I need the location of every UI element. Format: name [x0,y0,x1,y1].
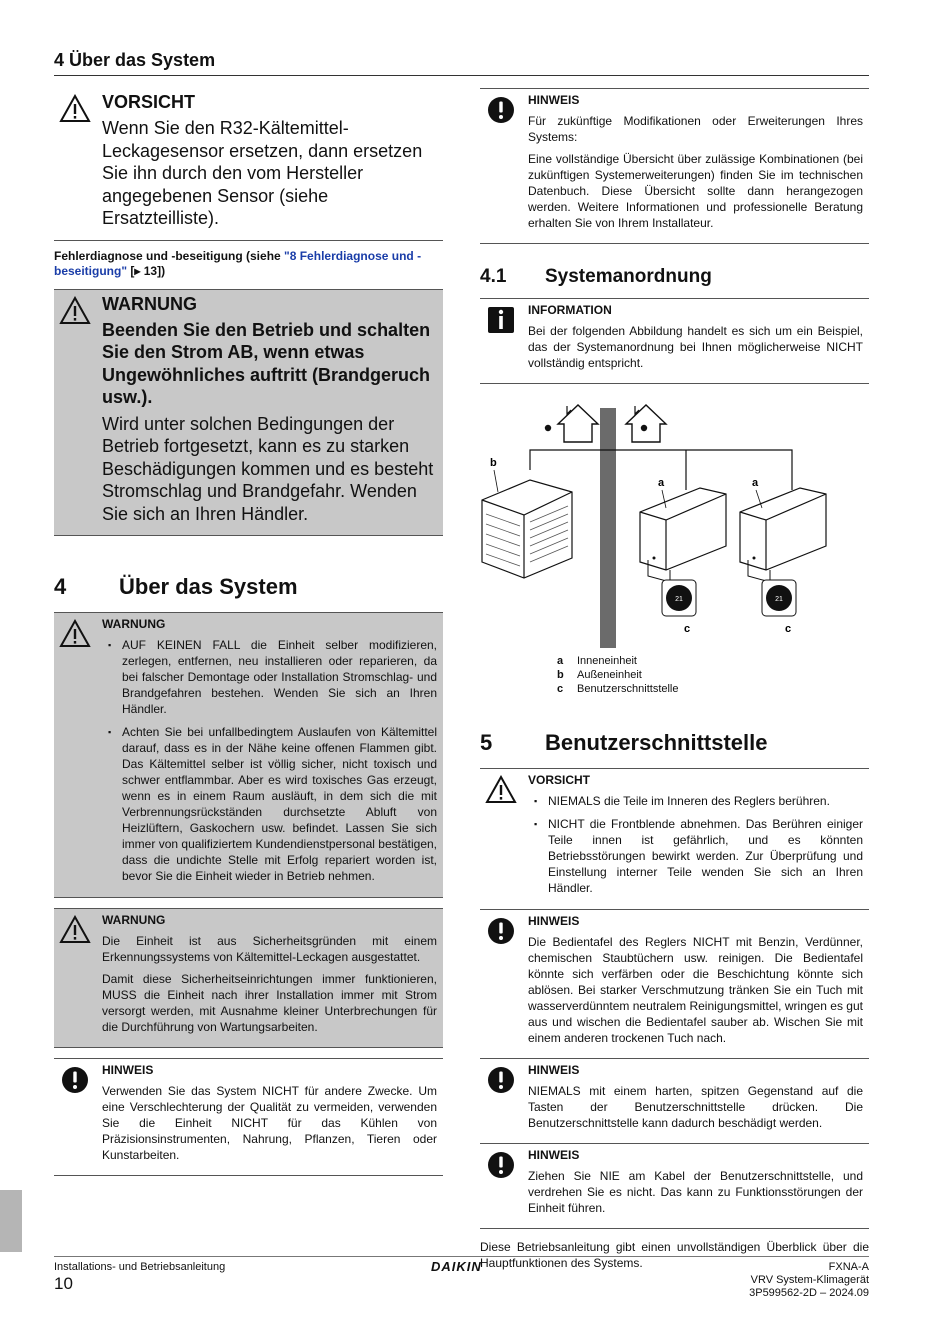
warning-box-stop [54,289,443,537]
section-title: Systemanordnung [545,266,712,287]
notice-box-cleaning [480,910,869,1059]
list-item: ▪ Achten Sie bei unfallbedingtem Auslaufen von Kältemittel darauf, dass es in der Nähe keine offenen Flammen gibt. Das Kältemittel selber ist völlig sicher, nicht toxisch und schwer entflammbar. Aber es wird toxisches Gas erzeugt, wenn es in einem Raum ausläuft, in dem sich die mit Verbrennungsrückständen durchsetzte Abluft von Heizlüftern, Gaskochern usw. befindet. Lassen Sie sich immer von qualifiziertem Kundendienstpersonal bestätigen, dass die undichte Stelle mit Erfolg repariert worden ist, bevor Sie die Einheit wieder in Betrieb nehmen. [102,724,437,884]
figure-label-b: b [490,457,497,469]
notice-text: NIEMALS mit einem harten, spitzen Gegenstand auf die Tasten der Benutzerschnittstelle drücken. Die Benutzerschnittstelle kann dadurch beschädigt werden. [528,1084,863,1130]
caution-list [528,793,863,896]
caution-title: VORSICHT [102,92,196,112]
user-interface-controller [762,580,796,616]
warning-title: WARNUNG [102,617,166,631]
warning-title: WARNUNG [102,913,166,927]
exclamation-circle-icon [485,1065,517,1095]
notice-box-cable [480,1144,869,1229]
indoor-unit [640,488,726,582]
exclamation-circle-icon [59,1065,91,1095]
exclamation-circle-icon [485,1150,517,1180]
daikin-logo: DAIKIN [431,1259,482,1274]
fault-reference [54,249,443,279]
caution-text: Wenn Sie den R32-Kältemittel-Leckagesensor ersetzen, dann ersetzen Sie ihn durch den vom Hersteller angegebenen Sensor (siehe Ersatzteilliste). [102,118,423,228]
warning-bold-text: Beenden Sie den Betrieb und schalten Sie den Strom AB, wenn etwas Ungewöhnliches auftritt (Brandgeruch usw.). [102,319,431,407]
caution-box-controller [480,768,869,910]
footer-right [749,1261,869,1300]
warning-box-leak-detection [54,908,443,1048]
notice-box-usage [54,1058,443,1176]
notice-text: Ziehen Sie NIE am Kabel der Benutzerschnittstelle, und verdrehen Sie es nicht. Das kann zu Funktionsstörungen der Einheit führen. [528,1169,863,1215]
legend-text: Außeneinheit [577,669,642,681]
warning-title: WARNUNG [102,293,197,314]
information-icon [485,305,517,335]
warning-triangle-icon [59,94,91,124]
information-text: Bei der folgenden Abbildung handelt es sich um ein Beispiel, das der Systemanordnung bei Ihnen möglicherweise NICHT vollständig entspricht. [528,324,863,370]
notice-box-buttons [480,1059,869,1144]
left-column [54,88,443,1176]
figure-legend [557,654,869,696]
system-layout-figure [480,390,869,650]
notice-paragraph: Eine vollständige Übersicht über zulässige Kombinationen (bei zukünftigen Systemerweiterungen) finden Sie im technischen Datenbuch. Diese Übersicht sollte dann herangezogen werden. Weitere Informationen und professionelle Beratung erhalten Sie von Ihrem Installateur. [528,152,863,230]
notice-text: Verwenden Sie das System NICHT für andere Zwecke. Um eine Verschlechterung der Qualität zu vermeiden, verwenden Sie die Einheit NICHT für das Kühlen von Präzisionsinstrumenten, Nahrung, Pflanzen, Tieren oder Kunstarbeiten. [102,1084,437,1162]
information-box [480,298,869,384]
user-interface-controller [662,580,696,616]
notice-title: HINWEIS [528,93,580,107]
notice-title: HINWEIS [528,914,580,928]
notice-title: HINWEIS [528,1063,580,1077]
section-heading-5 [480,730,869,756]
legend-key: c [557,683,564,695]
footer-code: 3P599562-2D – 2024.09 [749,1287,869,1299]
warning-triangle-icon [59,296,91,326]
house-icon [545,405,598,442]
figure-label-a: a [752,477,759,489]
leader-line [494,470,498,492]
warning-text: Wird unter solchen Bedingungen der Betrieb fortgesetzt, kann es zu starken Beschädigungen kommen und es besteht Stromschlag und Brandgefahr. Wenden Sie sich an Ihren Händler. [102,413,434,524]
fault-ref-prefix: Fehlerdiagnose und -beseitigung (siehe [54,248,285,263]
notice-title: HINWEIS [528,1148,580,1162]
footer-left [54,1261,226,1293]
closing-paragraph: Diese Betriebsanleitung gibt einen unvollständigen Überblick über die Hauptfunktionen des Systems. [480,1240,869,1270]
wall [600,408,616,648]
section-title: Benutzerschnittstelle [545,730,768,755]
warning-paragraph: Damit diese Sicherheitseinrichtungen immer funktionieren, MUSS die Einheit nach ihrer Installation immer mit Strom versorgt werden, mit Ausnahme kleiner Unterbrechungen für die Durchführung von Wartungsarbeiten. [102,972,437,1034]
footer-product: VRV System-Klimagerät [750,1274,869,1286]
legend-text: Benutzerschnittstelle [577,683,679,695]
fault-ref-link[interactable]: "8 Fehlerdiagnose und -beseitigung" [54,248,422,278]
caution-title: VORSICHT [528,773,591,787]
figure-label-a: a [658,477,665,489]
legend-text: Inneneinheit [577,655,637,667]
chapter-tab [0,1190,22,1252]
fault-ref-page: 13]) [140,263,166,278]
figure-label-c: c [785,623,792,635]
right-column [480,88,869,1271]
legend-key: a [557,655,564,667]
notice-paragraph: Für zukünftige Modifikationen oder Erweiterungen Ihres Systems: [528,114,863,144]
section-title: Über das System [119,574,298,599]
list-item: ▪ NICHT die Frontblende abnehmen. Das Berühren einiger Teile innen ist gefährlich, und es könnten Betriebsstörungen bewirkt werden. Zur Überprüfung und Einstellung interner Teile wenden Sie sich an Ihren Händler. [528,816,863,896]
page-arrow-icon: ▸ [134,263,141,278]
page-header-title: 4 Über das System [54,50,216,70]
fault-ref-suffix: [ [127,263,135,278]
warning-list [102,637,437,884]
warning-paragraph: Die Einheit ist aus Sicherheitsgründen mit einem Erkennungssystems von Kältemittel-Leckagen ausgestattet. [102,934,437,964]
footer-divider [54,1256,869,1257]
warning-triangle-icon [59,915,91,945]
footer-doc-type: Installations- und Betriebsanleitung [54,1261,226,1273]
notice-title: HINWEIS [102,1063,154,1077]
page-number: 10 [54,1274,73,1293]
page-header [54,50,869,76]
legend-item [557,668,869,682]
caution-box-sensor [54,88,443,241]
section-number: 4.1 [480,266,507,287]
legend-item [557,654,869,668]
warning-triangle-icon [485,775,517,805]
controller-display: 21 [675,596,683,603]
section-heading-4-1 [480,266,869,288]
footer-model: FXNA-A [828,1261,869,1273]
legend-item [557,682,869,696]
figure-label-c: c [684,623,691,635]
house-icon [626,405,666,442]
section-number: 4 [54,574,67,599]
notice-text: Die Bedientafel des Reglers NICHT mit Benzin, Verdünner, chemischen Staubtüchern usw. reinigen. Die Bedientafel könnte sich verfärben oder die Beschichtung könnte sich ablösen. Bei starker Verschmutzung tränken Sie ein Tuch mit wasserverdünntem neutralem Reinigungsmittel, wringen es gut aus und wischen die Bedientafel sauber ab. Wischen Sie mit einem anderen trockenen Tuch nach. [528,935,863,1045]
exclamation-circle-icon [485,95,517,125]
list-item: ▪ AUF KEINEN FALL die Einheit selber modifizieren, zerlegen, entfernen, neu installieren oder reparieren, da bei falscher Demontage oder Installation Stromschlag- und Brandgefahren bestehen. Wenden Sie sich an Ihren Händler. [102,637,437,717]
section-number: 5 [480,730,493,755]
outdoor-unit [482,480,572,578]
notice-box-extensions [480,88,869,244]
information-title: INFORMATION [528,303,612,317]
legend-key: b [557,669,564,681]
exclamation-circle-icon [485,916,517,946]
warning-box-modify [54,612,443,898]
section-heading-4 [54,574,443,600]
warning-triangle-icon [59,619,91,649]
controller-display: 21 [775,596,783,603]
indoor-unit [740,488,826,582]
list-item: ▪ NIEMALS die Teile im Inneren des Reglers berühren. [528,793,863,809]
